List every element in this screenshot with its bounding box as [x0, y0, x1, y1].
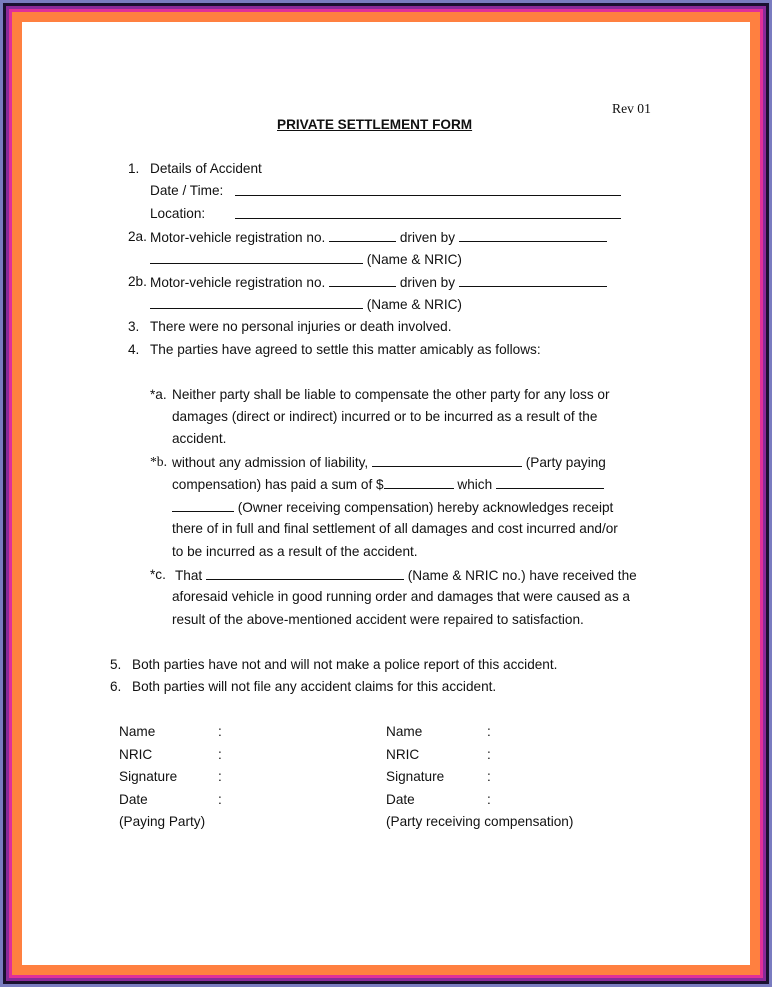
owner-field-cont[interactable]: [172, 498, 234, 512]
sub-item-text: accident.: [172, 431, 227, 446]
right-signature-label: Signature: [386, 769, 445, 784]
colon: :: [218, 792, 222, 807]
colon: :: [487, 724, 491, 739]
label: (Name & NRIC): [366, 297, 462, 312]
left-signature-label: Signature: [119, 769, 178, 784]
label: Motor-vehicle registration no.: [150, 275, 326, 290]
sub-item-text: to be incurred as a result of the accident.: [172, 544, 418, 559]
left-name-label: Name: [119, 724, 156, 739]
sub-item-text: result of the above-mentioned accident were repaired to satisfaction.: [172, 612, 584, 627]
label: without any admission of liability,: [172, 455, 369, 470]
location-label: Location:: [150, 206, 206, 221]
item-text: Both parties will not file any accident claims for this accident.: [132, 679, 497, 694]
item-number: 2b.: [128, 274, 147, 289]
driver-field-b[interactable]: [459, 273, 607, 287]
driver-field-a[interactable]: [459, 228, 607, 242]
label: (Name & NRIC): [366, 252, 462, 267]
item-number: 1.: [128, 161, 140, 176]
item-number: 3.: [128, 319, 140, 334]
item-text: The parties have agreed to settle this matter amicably as follows:: [150, 342, 541, 357]
colon: :: [487, 769, 491, 784]
left-date-label: Date: [119, 792, 148, 807]
amount-field[interactable]: [384, 475, 454, 489]
left-nric-label: NRIC: [119, 747, 153, 762]
item-text: Both parties have not and will not make a police report of this accident.: [132, 657, 558, 672]
section-heading: Details of Accident: [150, 161, 262, 176]
name-nric-field-b[interactable]: [150, 295, 363, 309]
name-nric-field-a[interactable]: [150, 250, 363, 264]
registration-field-a[interactable]: [329, 228, 396, 242]
item-number: 4.: [128, 342, 140, 357]
item-number: 5.: [110, 657, 122, 672]
right-date-label: Date: [386, 792, 415, 807]
label: driven by: [399, 275, 456, 290]
form-title: PRIVATE SETTLEMENT FORM: [277, 117, 473, 132]
sub-item-text: aforesaid vehicle in good running order and damages that were caused as a: [172, 589, 630, 604]
label: which: [457, 477, 493, 492]
sub-item-text: Neither party shall be liable to compensate the other party for any loss or: [172, 387, 610, 402]
location-field[interactable]: [235, 205, 621, 219]
right-nric-label: NRIC: [386, 747, 420, 762]
owner-field[interactable]: [496, 475, 604, 489]
name-nric-field-c[interactable]: [206, 566, 404, 580]
item-text: There were no personal injuries or death involved.: [150, 319, 452, 334]
sub-item-number: *c.: [150, 567, 166, 582]
label: That: [175, 568, 203, 583]
label: driven by: [399, 230, 456, 245]
label: (Name & NRIC no.) have received the: [407, 568, 637, 583]
colon: :: [218, 724, 222, 739]
colon: :: [487, 747, 491, 762]
label: Motor-vehicle registration no.: [150, 230, 326, 245]
right-name-label: Name: [386, 724, 423, 739]
right-party-label: (Party receiving compensation): [386, 814, 574, 829]
paying-party-field[interactable]: [372, 453, 522, 467]
revision: Rev 01: [612, 101, 651, 116]
label: compensation) has paid a sum of $: [172, 477, 384, 492]
form-page: [22, 22, 750, 965]
sub-item-text: damages (direct or indirect) incurred or to be incurred as a result of the: [172, 409, 598, 424]
date-label: Date / Time:: [150, 183, 224, 198]
colon: :: [218, 747, 222, 762]
colon: :: [218, 769, 222, 784]
sub-item-number: *a.: [150, 387, 167, 402]
label: (Party paying: [525, 455, 606, 470]
item-number: 6.: [110, 679, 122, 694]
sub-item-text: there of in full and final settlement of all damages and cost incurred and/or: [172, 521, 618, 536]
date-time-field[interactable]: [235, 182, 621, 196]
label: (Owner receiving compensation) hereby acknowledges receipt: [237, 500, 614, 515]
left-party-label: (Paying Party): [119, 814, 206, 829]
item-number: 2a.: [128, 229, 147, 244]
colon: :: [487, 792, 491, 807]
registration-field-b[interactable]: [329, 273, 396, 287]
sub-item-number: *b.: [150, 454, 167, 469]
